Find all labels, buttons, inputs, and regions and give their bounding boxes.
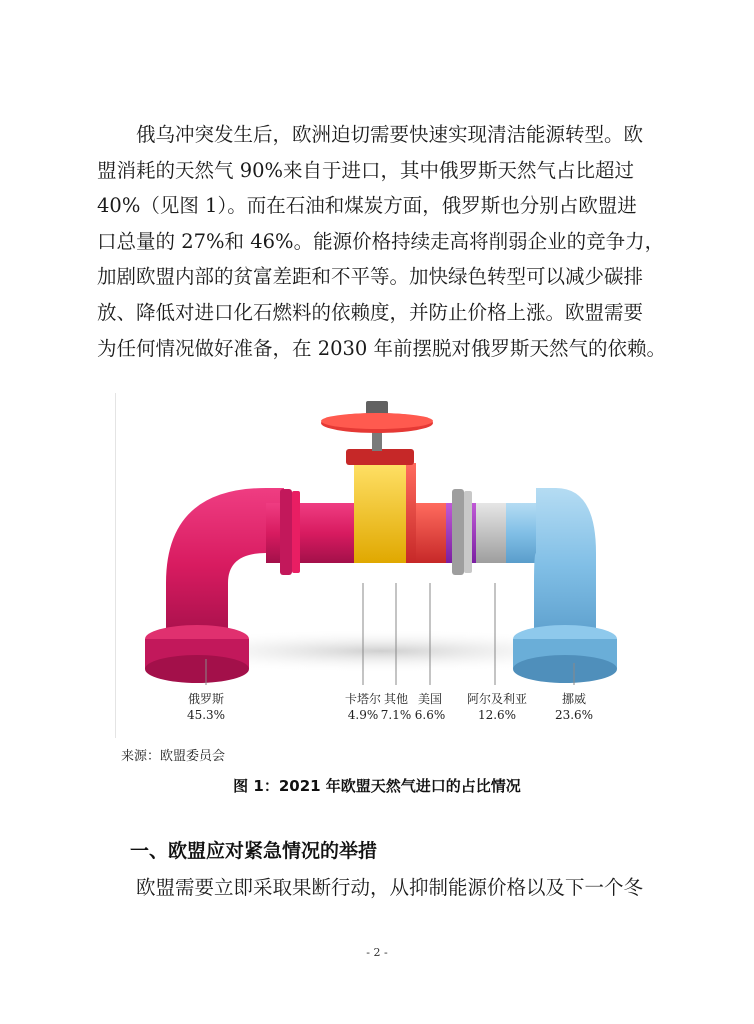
pipe-segment-qatar	[354, 463, 406, 563]
figure-caption: 图 1：2021 年欧盟天然气进口的占比情况	[233, 777, 521, 795]
paragraph-line: 40%（见图 1）。而在石油和煤炭方面，俄罗斯也分别占欧盟进	[97, 194, 637, 218]
section-heading: 一、欧盟应对紧急情况的举措	[130, 840, 378, 862]
pipe-segment-other	[416, 503, 446, 563]
paragraph-line: 盟消耗的天然气 90%来自于进口，其中俄罗斯天然气占比超过	[97, 158, 635, 182]
paragraph-line: 放、降低对进口化石燃料的依赖度，并防止价格上涨。欧盟需要	[97, 300, 644, 324]
pipeline-illustration	[116, 393, 638, 738]
label-name: 其他	[383, 692, 408, 706]
paragraph-line: 为任何情况做好准备，在 2030 年前摆脱对俄罗斯天然气的依赖。	[97, 336, 667, 360]
body-paragraph-2	[97, 870, 669, 906]
body-paragraph-1	[97, 117, 669, 366]
label-us	[408, 691, 452, 723]
label-value: 7.1%	[380, 708, 412, 722]
valve-handwheel	[321, 413, 433, 429]
label-value: 45.3%	[186, 708, 226, 722]
label-name: 阿尔及利亚	[466, 692, 527, 706]
figure-source: 来源：欧盟委员会	[121, 749, 226, 764]
label-norway	[548, 691, 600, 723]
paragraph-line: 口总量的 27%和 46%。能源价格持续走高将削弱企业的竞争力，	[97, 229, 665, 253]
paragraph-line: 俄乌冲突发生后，欧洲迫切需要快速实现清洁能源转型。欧	[136, 123, 644, 146]
pipe-base-flange-right	[513, 655, 617, 683]
label-value: 12.6%	[477, 708, 517, 722]
valve-nut	[366, 401, 388, 415]
pipe-segment-norway	[534, 488, 596, 643]
label-name: 卡塔尔	[344, 692, 381, 706]
label-value: 4.9%	[347, 708, 379, 722]
paragraph-line: 加剧欧盟内部的贫富差距和不平等。加快绿色转型可以减少碳排	[97, 265, 644, 289]
pipe-segment-other	[406, 463, 416, 563]
pipe-base-flange-left	[145, 655, 249, 683]
label-russia	[176, 691, 236, 723]
pipe-flange-left	[292, 491, 300, 573]
page-number: - 2 -	[366, 946, 388, 959]
valve-body	[346, 449, 414, 465]
pipe-run-russia	[266, 503, 356, 563]
pipeline-share-figure	[115, 393, 638, 738]
label-value: 23.6%	[554, 708, 594, 722]
label-algeria	[460, 691, 534, 723]
pipe-flange-left	[280, 489, 292, 575]
pipe-flange-right	[452, 489, 464, 575]
label-name: 美国	[417, 692, 442, 706]
label-name: 俄罗斯	[187, 692, 224, 706]
pipe-flange-right	[464, 491, 472, 573]
label-name: 挪威	[561, 692, 586, 706]
paragraph-line: 欧盟需要立即采取果断行动，从抑制能源价格以及下一个冬	[136, 876, 644, 899]
label-value: 6.6%	[414, 708, 446, 722]
